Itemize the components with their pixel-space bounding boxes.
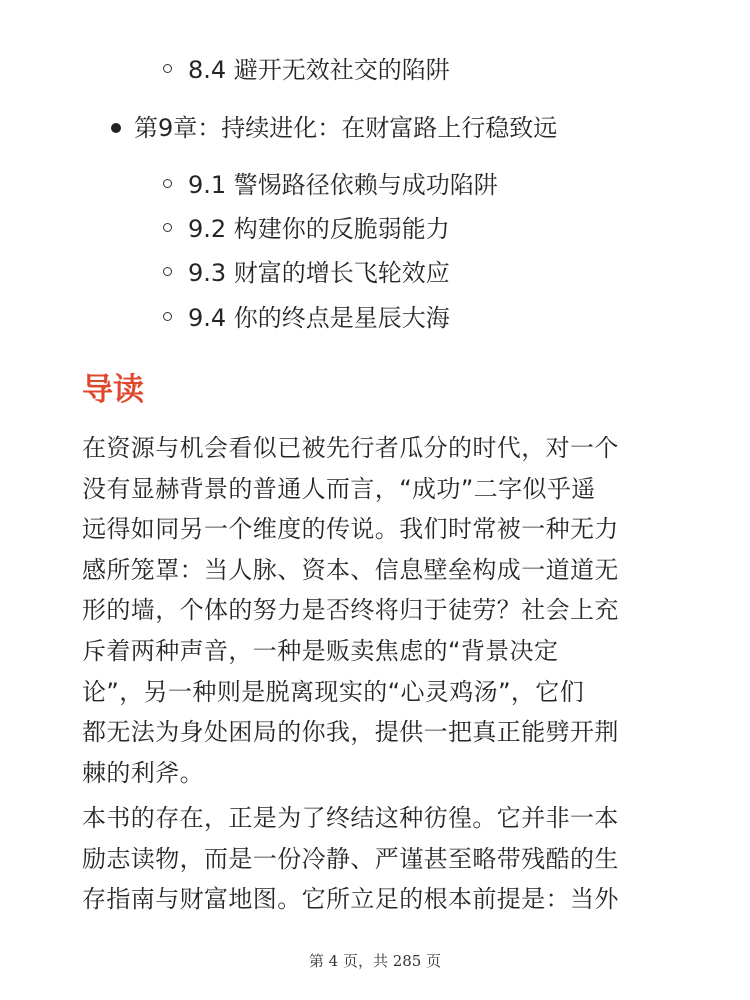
toc-item-9-1[interactable] <box>188 168 498 202</box>
hollow-bullet-icon <box>163 223 172 232</box>
toc-item-label: 9.1 警惕路径依赖与成功陷阱 <box>188 171 498 199</box>
paragraph-line: 都无法为身处困局的你我，提供一把真正能劈开荆 <box>82 718 619 747</box>
hollow-bullet-icon <box>163 267 172 276</box>
toc-item-9-4[interactable] <box>188 301 450 335</box>
page-footer: 第 4 页，共 285 页 <box>308 952 442 970</box>
paragraph-line: 励志读物，而是一份冷静、严谨甚至略带残酷的生 <box>82 844 619 873</box>
toc-item-8-4[interactable] <box>188 53 450 87</box>
paragraph-line: 论”，另一种则是脱离现实的“心灵鸡汤”，它们 <box>82 677 585 706</box>
paragraph-line: 斥着两种声音，一种是贩卖焦虑的“背景决定 <box>82 636 559 665</box>
paragraph-line: 在资源与机会看似已被先行者瓜分的时代，对一个 <box>82 434 619 462</box>
hollow-bullet-icon <box>163 64 172 73</box>
toc-chapter-label: 第9章：持续进化：在财富路上行稳致远 <box>134 114 558 142</box>
toc-item-label: 9.4 你的终点是星辰大海 <box>188 304 450 332</box>
paragraph-line: 形的墙，个体的努力是否终将归于徒劳？社会上充 <box>82 596 619 625</box>
toc-item-label: 9.3 财富的增长飞轮效应 <box>188 259 450 287</box>
hollow-bullet-icon <box>163 179 172 188</box>
hollow-bullet-icon <box>163 312 172 321</box>
intro-paragraph-1 <box>82 428 672 793</box>
filled-bullet-icon <box>111 123 121 133</box>
section-heading: 导读 <box>82 372 144 408</box>
intro-paragraph-2 <box>82 798 672 920</box>
paragraph-line: 本书的存在，正是为了终结这种彷徨。它并非一本 <box>82 804 619 832</box>
toc-item-label: 9.2 构建你的反脆弱能力 <box>188 215 450 243</box>
paragraph-line: 棘的利斧。 <box>82 758 204 787</box>
paragraph-line: 感所笼罩：当人脉、资本、信息壁垒构成一道道无 <box>82 555 619 584</box>
paragraph-line: 存指南与财富地图。它所立足的根本前提是：当外 <box>82 885 619 914</box>
paragraph-line: 没有显赫背景的普通人而言，“成功”二字似乎遥 <box>82 474 596 503</box>
toc-item-label: 8.4 避开无效社交的陷阱 <box>188 56 450 84</box>
toc-chapter-9[interactable] <box>134 111 557 145</box>
toc-item-9-3[interactable] <box>188 256 450 290</box>
paragraph-line: 远得如同另一个维度的传说。我们时常被一种无力 <box>82 515 619 544</box>
toc-item-9-2[interactable] <box>188 212 450 246</box>
